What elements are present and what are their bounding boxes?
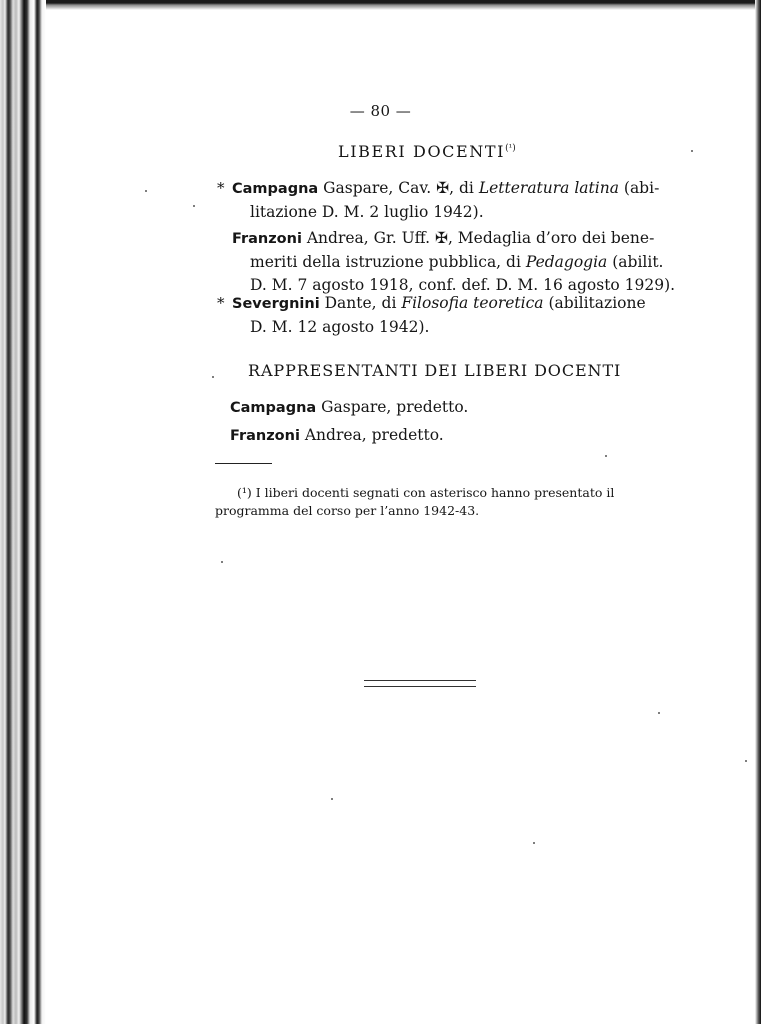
footnote-reference: (¹) — [505, 143, 516, 154]
docent-entry — [217, 292, 646, 339]
scan-speck — [193, 205, 195, 207]
entry-line: D. M. 7 agosto 1918, conf. def. D. M. 16 agosto 1929). — [250, 276, 676, 294]
entry-line — [232, 177, 660, 201]
docent-subject: Letteratura latina — [478, 179, 619, 197]
section-heading — [338, 142, 516, 161]
entry-text: (abi- — [618, 179, 660, 197]
entry-text: meriti della istruzione pubblica, di — [250, 253, 526, 271]
scan-speck — [533, 842, 535, 844]
section-heading-text: LIBERI DOCENTI — [338, 142, 506, 161]
scan-speck — [658, 712, 660, 714]
footnote-rule — [215, 463, 272, 464]
representative-name: Campagna — [230, 400, 317, 416]
scan-speck — [691, 150, 693, 152]
representatives-heading: RAPPRESENTANTI DEI LIBERI DOCENTI — [248, 361, 622, 380]
docent-subject: Filosofia teoretica — [401, 294, 544, 312]
footnote — [215, 484, 635, 520]
docent-subject: Pedagogia — [525, 253, 608, 271]
scan-top-edge — [30, 0, 761, 10]
representative-text: Gaspare, predetto. — [316, 398, 469, 416]
representative-entry — [230, 398, 468, 416]
scan-speck — [605, 455, 607, 457]
entry-text: (abilit. — [607, 253, 664, 271]
representative-text: Andrea, predetto. — [299, 426, 444, 444]
entry-line: litazione D. M. 2 luglio 1942). — [250, 203, 484, 221]
scan-right-edge — [755, 0, 761, 1024]
docent-entry — [232, 227, 676, 297]
entry-line — [232, 251, 664, 274]
entry-text: Dante, di — [319, 294, 402, 312]
entry-text: Andrea, Gr. Uff. ✠, Medaglia d’oro dei bene- — [301, 229, 655, 247]
entry-text: Gaspare, Cav. ✠, di — [318, 179, 479, 197]
asterisk-mark: * — [217, 294, 225, 312]
scan-speck — [212, 376, 214, 378]
docent-name: Campagna — [232, 181, 319, 197]
end-of-page-double-rule — [364, 680, 476, 687]
entry-line — [232, 227, 655, 251]
asterisk-mark: * — [217, 179, 225, 197]
representative-name: Franzoni — [230, 428, 300, 444]
docent-entry — [217, 177, 660, 224]
entry-line — [232, 292, 646, 316]
scan-speck — [145, 190, 147, 192]
page-number: — 80 — — [349, 102, 412, 120]
docent-name: Severgnini — [232, 296, 320, 312]
docent-name: Franzoni — [232, 231, 302, 247]
scan-speck — [221, 561, 223, 563]
scan-speck — [331, 798, 333, 800]
footnote-line: programma del corso per l’anno 1942-43. — [215, 503, 480, 518]
entry-line: D. M. 12 agosto 1942). — [250, 318, 430, 336]
footnote-line: (¹) I liberi docenti segnati con asterisco hanno presentato il — [237, 485, 615, 500]
scan-binding-edge — [0, 0, 46, 1024]
representative-entry — [230, 426, 444, 444]
scan-speck — [745, 760, 747, 762]
entry-text: (abilitazione — [543, 294, 646, 312]
